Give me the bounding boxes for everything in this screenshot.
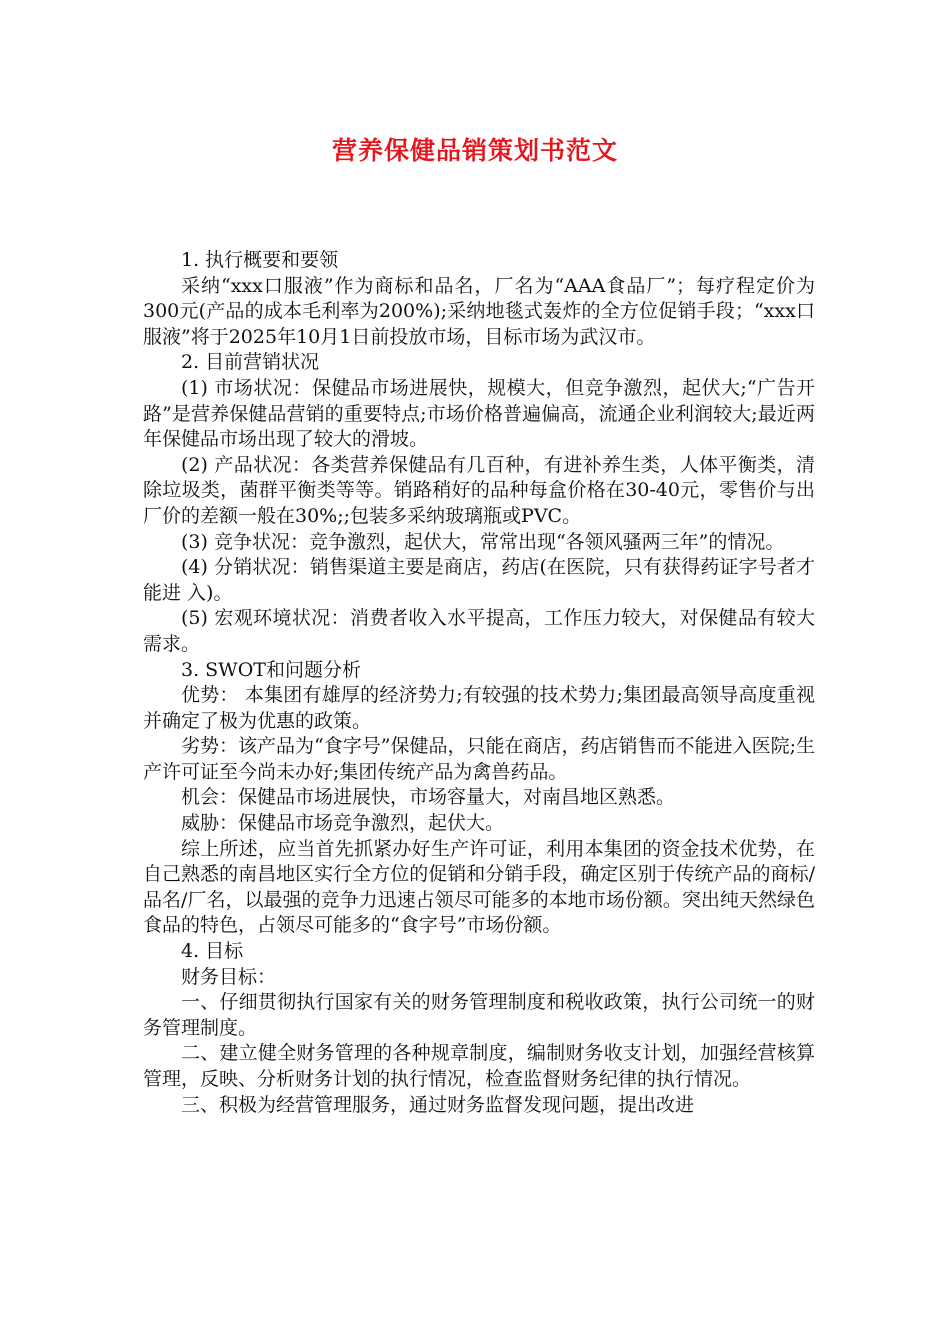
- paragraph: 综上所述，应当首先抓紧办好生产许可证，利用本集团的资金技术优势，在自己熟悉的南昌地区实行全方位的促销和分销手段，确定区别于传统产品的商标/品名/厂名，以最强的竞争力迅速占领尽可能多的本地市场份额。突出纯天然绿色食品的特色，占领尽可能多的“食字号”市场份额。: [143, 837, 815, 937]
- paragraph: (5) 宏观环境状况：消费者收入水平提高，工作压力较大，对保健品有较大需求。: [143, 607, 815, 655]
- paragraph: 三、积极为经营管理服务，通过财务监督发现问题，提出改进: [181, 1093, 695, 1116]
- paragraph: (2) 产品状况：各类营养保健品有几百种，有进补养生类，人体平衡类，清除垃圾类，菌群平衡类等等。销路稍好的品种每盒价格在30-40元，零售价与出厂价的差额一般在30%;;包装多采纳玻璃瓶或PVC。: [143, 453, 815, 527]
- paragraph: 威胁：保健品市场竞争激烈，起伏大。: [181, 812, 505, 835]
- heading-2: 2. 目前营销状况: [181, 351, 320, 374]
- paragraph: 二、建立健全财务管理的各种规章制度，编制财务收支计划，加强经营核算管理，反映、分析财务计划的执行情况，检查监督财务纪律的执行情况。: [143, 1042, 815, 1090]
- paragraph: 机会：保健品市场进展快，市场容量大，对南昌地区熟悉。: [181, 786, 676, 809]
- heading-3: 3. SWOT和问题分析: [181, 658, 361, 681]
- heading-1: 1. 执行概要和要领: [181, 249, 339, 271]
- heading-4: 4. 目标: [181, 940, 244, 963]
- paragraph: 劣势：该产品为“食字号”保健品，只能在商店，药店销售而不能进入医院;生产许可证至今尚未办好;集团传统产品为禽兽药品。: [143, 735, 815, 783]
- paragraph: 采纳“xxx口服液”作为商标和品名，厂名为“AAA食品厂”；每疗程定价为300元(产品的成本毛利率为200%);采纳地毯式轰炸的全方位促销手段；“xxx口服液”将于2025年10月1日前投放市场，目标市场为武汉市。: [143, 274, 815, 348]
- document-body: [143, 248, 815, 1118]
- paragraph: 优势： 本集团有雄厚的经济势力;有较强的技术势力;集团最高领导高度重视并确定了极为优惠的政策。: [143, 684, 815, 732]
- paragraph: (4) 分销状况：销售渠道主要是商店，药店(在医院，只有获得药证字号者才能进 入)。: [143, 556, 815, 604]
- paragraph: 一、仔细贯彻执行国家有关的财务管理制度和税收政策，执行公司统一的财务管理制度。: [143, 991, 815, 1039]
- paragraph: (1) 市场状况：保健品市场进展快，规模大，但竞争激烈，起伏大;“广告开路”是营养保健品营销的重要特点;市场价格普遍偏高，流通企业利润较大;最近两年保健品市场出现了较大的滑坡。: [143, 376, 815, 451]
- paragraph: (3) 竞争状况：竞争激烈，起伏大，常常出现“各领风骚两三年”的情况。: [181, 530, 785, 553]
- paragraph: 财务目标：: [181, 965, 277, 988]
- document-title: 营养保健品销策划书范文: [331, 136, 618, 165]
